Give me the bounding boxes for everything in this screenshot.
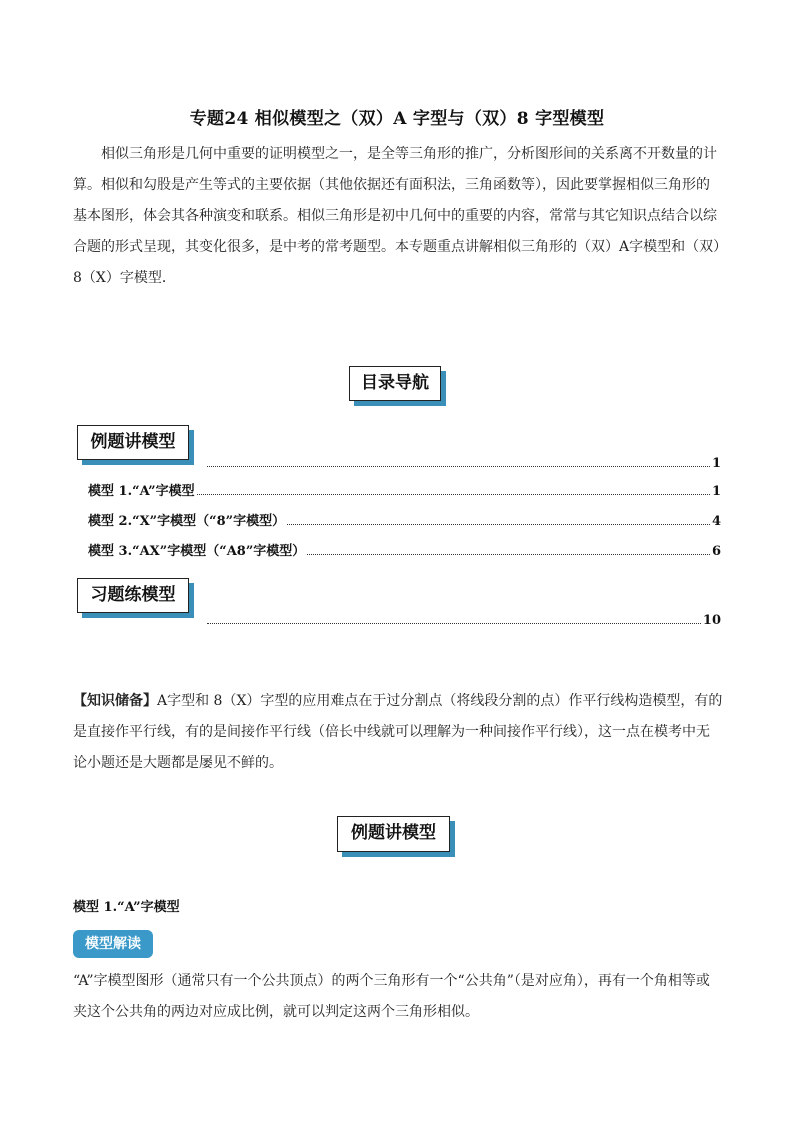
- toc-page-number: 1: [711, 456, 721, 471]
- model-interpretation-badge: 模型解读: [73, 930, 153, 958]
- intro-paragraph: 相似三角形是几何中重要的证明模型之一，是全等三角形的推广，分析图形间的关系离不开数量的计算。相似和勾股是产生等式的主要依据（其他依据还有面积法，三角函数等），因此要掌握相似三角形的基本图形，体会其各种演变和联系。相似三角形是初中几何中的重要的内容，常常与其它知识点结合以综合题的形式呈现，其变化很多，是中考的常考题型。本专题重点讲解相似三角形的（双）A字模型和（双）8（X）字模型．: [73, 146, 721, 286]
- toc-leader: [307, 553, 710, 555]
- toc-page-number: 4: [711, 514, 721, 529]
- toc-entry-model-3[interactable]: [88, 540, 721, 559]
- toc-heading: 目录导航: [349, 366, 441, 401]
- toc-page-number: 6: [711, 544, 721, 559]
- toc-entry-model-2[interactable]: [88, 510, 721, 529]
- toc-entry-exercises[interactable]: [205, 613, 721, 628]
- toc-entry-label: 模型 2.“X”字模型（“8”字模型）: [88, 514, 286, 529]
- toc-page-number: 1: [711, 484, 721, 499]
- toc-entry-model-1[interactable]: [88, 480, 721, 499]
- toc-entry-examples[interactable]: [205, 456, 721, 471]
- toc-entry-label: 模型 1.“A”字模型: [88, 484, 195, 499]
- knowledge-paragraph: [73, 686, 723, 779]
- page-title: 专题24 相似模型之（双）A 字型与（双）8 字型模型: [189, 109, 605, 129]
- toc-leader: [197, 493, 710, 495]
- toc-section-exercises: 习题练模型: [77, 578, 189, 613]
- toc-section-examples: 例题讲模型: [77, 425, 189, 460]
- toc-leader: [207, 622, 701, 624]
- toc-entry-label: 模型 3.“AX”字模型（“A8”字模型）: [88, 544, 306, 559]
- toc-leader: [287, 523, 710, 525]
- knowledge-text: A字型和 8（X）字型的应用难点在于过分割点（将线段分割的点）作平行线构造模型，有的是直接作平行线，有的是间接作平行线（倍长中线就可以理解为一种间接作平行线），这一点在模考中无论小题还是大题都是屡见不鲜的。: [73, 693, 723, 771]
- toc-leader: [207, 465, 710, 467]
- model-1-description: “A”字模型图形（通常只有一个公共顶点）的两个三角形有一个“公共角”（是对应角），再有一个角相等或夹这个公共角的两边对应成比例，就可以判定这两个三角形相似。: [73, 973, 710, 1020]
- knowledge-tag: 【知识储备】: [73, 693, 157, 709]
- section-heading: 例题讲模型: [337, 816, 450, 852]
- model-1-title: 模型 1.“A”字模型: [73, 900, 180, 915]
- toc-page-number: 10: [702, 613, 721, 628]
